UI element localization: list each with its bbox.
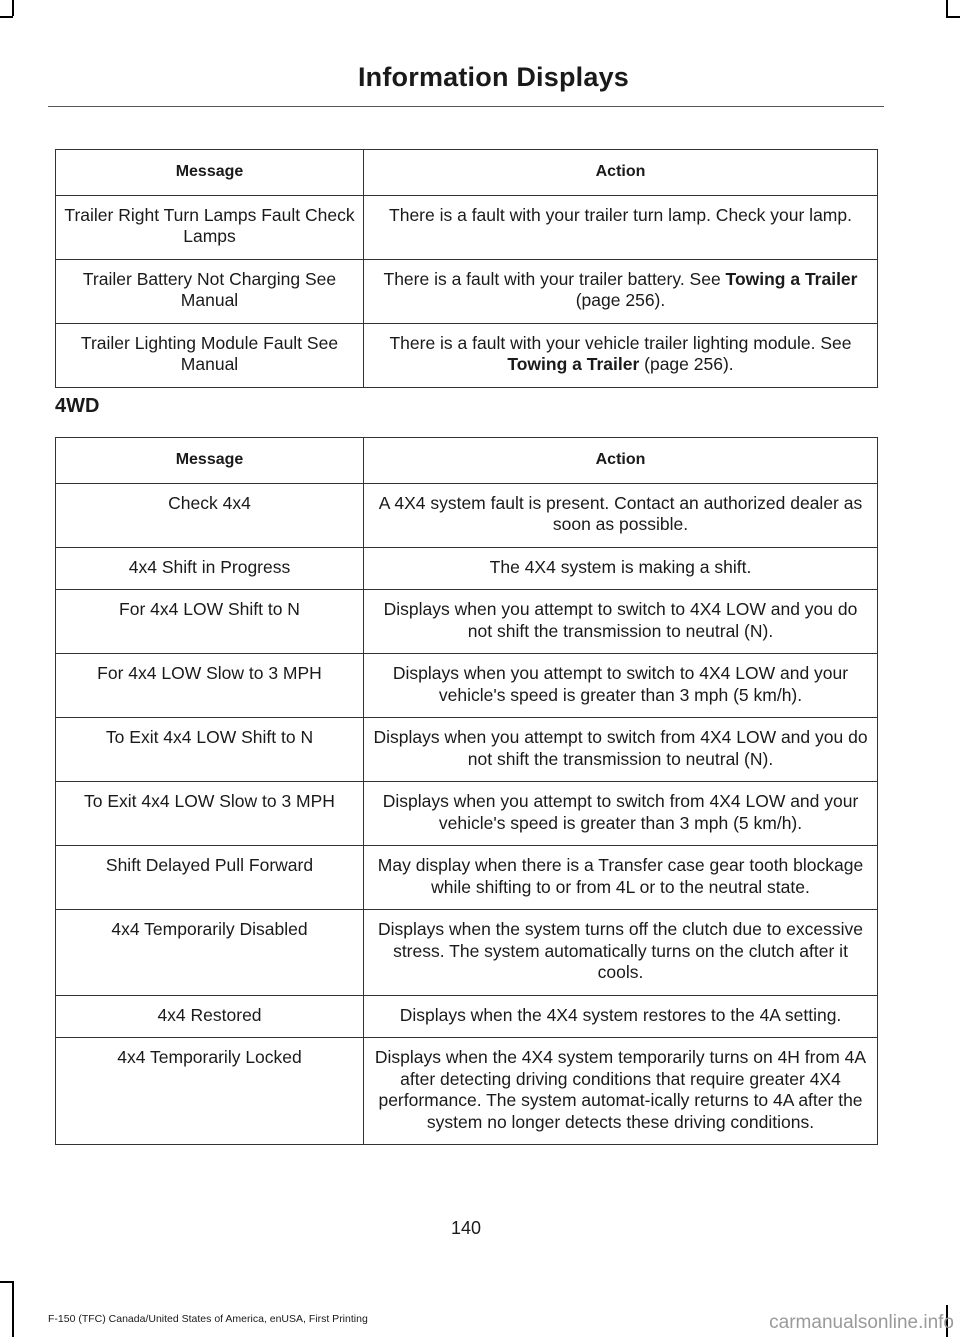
- message-cell: For 4x4 LOW Slow to 3 MPH: [56, 654, 364, 718]
- watermark: carmanualsonline.info: [769, 1312, 954, 1333]
- page-title: Information Displays: [357, 62, 629, 92]
- table-row: [56, 483, 878, 547]
- crop-mark: [12, 1281, 14, 1337]
- trailer-messages-table: [55, 149, 878, 388]
- cross-reference-link[interactable]: Towing a Trailer: [725, 268, 858, 289]
- table-header-row: [56, 150, 878, 196]
- crop-mark: [0, 16, 13, 18]
- action-cell: Displays when the system turns off the clutch due to excessive stress. The system automatically turns on the clutch after it cools.: [364, 910, 878, 996]
- action-cell: A 4X4 system fault is present. Contact an authorized dealer as soon as possible.: [364, 483, 878, 547]
- action-text: There is a fault with your vehicle trailer lighting module. See: [389, 332, 852, 353]
- action-cell: There is a fault with your trailer turn lamp. Check your lamp.: [364, 195, 878, 259]
- table-row: [56, 259, 878, 323]
- table-row: [56, 547, 878, 590]
- action-cell: May display when there is a Transfer case gear tooth blockage while shifting to or from 4L or to the neutral state.: [364, 846, 878, 910]
- message-cell: To Exit 4x4 LOW Slow to 3 MPH: [56, 782, 364, 846]
- action-cell: Displays when the 4X4 system temporarily turns on 4H from 4A after detecting driving conditions that require greater 4X4 performance. The system automat-ically returns to 4A after the system no longer detects these driving conditions.: [364, 1038, 878, 1145]
- column-header-action: Action: [364, 150, 878, 196]
- table-row: [56, 995, 878, 1038]
- table-row: [56, 195, 878, 259]
- message-cell: Trailer Lighting Module Fault See Manual: [56, 323, 364, 387]
- message-cell: For 4x4 LOW Shift to N: [56, 590, 364, 654]
- page-reference: (page 256).: [639, 354, 734, 374]
- action-text: There is a fault with your trailer battery. See: [383, 268, 726, 289]
- table-row: [56, 846, 878, 910]
- table-row: [56, 1038, 878, 1145]
- message-cell: 4x4 Restored: [56, 995, 364, 1038]
- table-row: [56, 654, 878, 718]
- column-header-message: Message: [56, 438, 364, 484]
- edition-footer: F-150 (TFC) Canada/United States of America, enUSA, First Printing: [48, 1313, 368, 1325]
- section-title: 4WD: [55, 395, 100, 417]
- action-cell: [364, 259, 878, 323]
- action-cell: Displays when the 4X4 system restores to the 4A setting.: [364, 995, 878, 1038]
- message-cell: Trailer Battery Not Charging See Manual: [56, 259, 364, 323]
- table-row: [56, 910, 878, 996]
- cross-reference-link[interactable]: Towing a Trailer: [507, 354, 640, 374]
- message-cell: To Exit 4x4 LOW Shift to N: [56, 718, 364, 782]
- action-cell: Displays when you attempt to switch from 4X4 LOW and you do not shift the transmission to neutral (N).: [364, 718, 878, 782]
- column-header-action: Action: [364, 438, 878, 484]
- table-row: [56, 718, 878, 782]
- action-cell: [364, 323, 878, 387]
- crop-mark: [946, 0, 948, 16]
- action-cell: Displays when you attempt to switch to 4X4 LOW and your vehicle's speed is greater than 3 mph (5 km/h).: [364, 654, 878, 718]
- column-header-message: Message: [56, 150, 364, 196]
- crop-mark: [12, 0, 14, 16]
- message-cell: Trailer Right Turn Lamps Fault Check Lamps: [56, 195, 364, 259]
- action-cell: Displays when you attempt to switch from 4X4 LOW and your vehicle's speed is greater than 3 mph (5 km/h).: [364, 782, 878, 846]
- message-cell: 4x4 Temporarily Locked: [56, 1038, 364, 1145]
- table-row: [56, 782, 878, 846]
- page-number: 140: [450, 1218, 482, 1238]
- 4wd-messages-table: [55, 437, 878, 1145]
- page-header: [48, 58, 884, 107]
- message-cell: Shift Delayed Pull Forward: [56, 846, 364, 910]
- message-cell: Check 4x4: [56, 483, 364, 547]
- crop-mark: [0, 1281, 13, 1283]
- table-row: [56, 323, 878, 387]
- message-cell: 4x4 Shift in Progress: [56, 547, 364, 590]
- action-cell: The 4X4 system is making a shift.: [364, 547, 878, 590]
- table-header-row: [56, 438, 878, 484]
- page-reference: (page 256).: [575, 290, 666, 310]
- action-cell: Displays when you attempt to switch to 4X4 LOW and you do not shift the transmission to neutral (N).: [364, 590, 878, 654]
- table-row: [56, 590, 878, 654]
- message-cell: 4x4 Temporarily Disabled: [56, 910, 364, 996]
- crop-mark: [946, 16, 960, 18]
